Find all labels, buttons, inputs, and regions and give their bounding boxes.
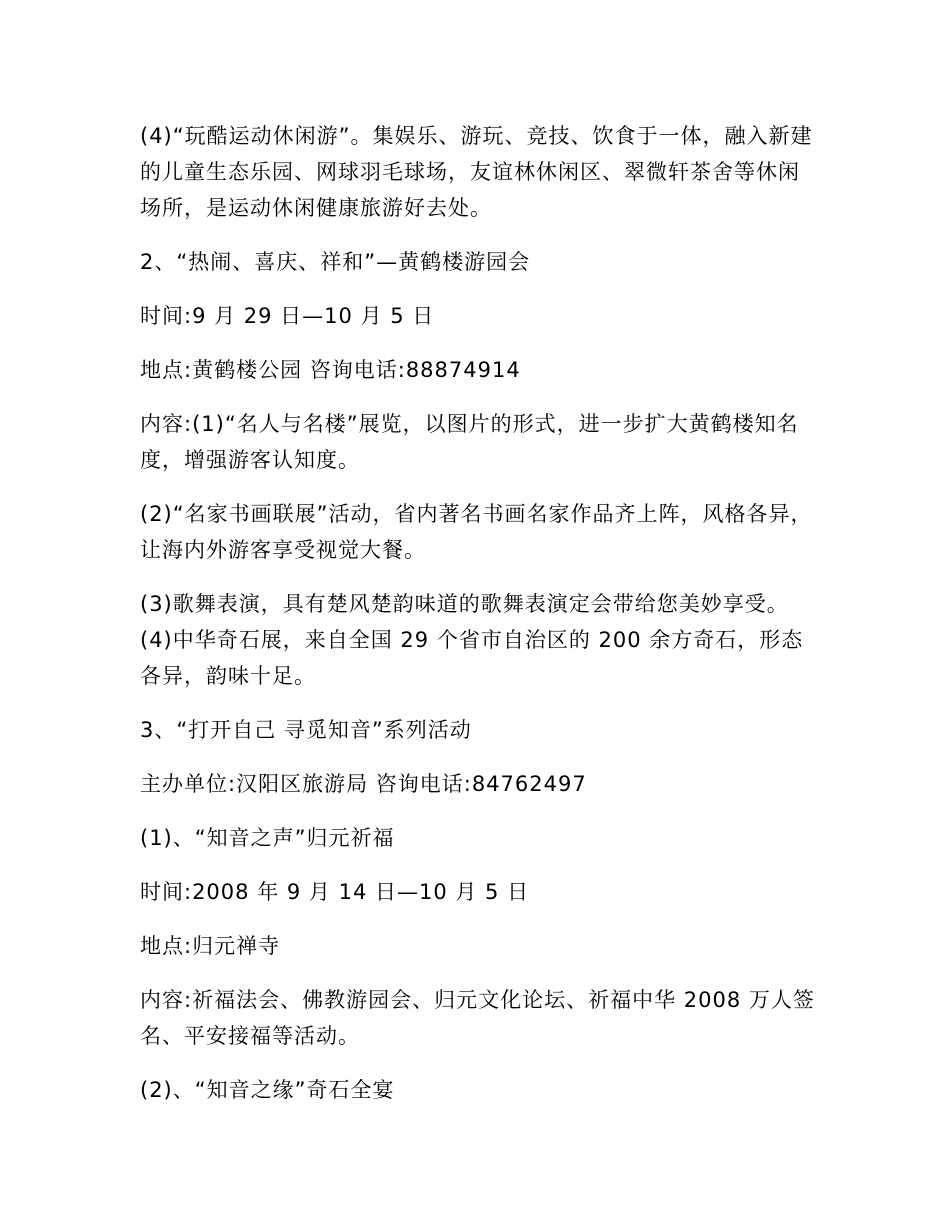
document-body: [140, 118, 820, 1126]
section-heading-yellow-crane-tower-fair: 2、“热闹、喜庆、祥和”—黄鹤楼游园会: [140, 250, 531, 274]
organizer-phone: 主办单位:汉阳区旅游局 咨询电话:84762497: [140, 772, 587, 796]
section-heading-zhiyin-series: 3、“打开自己 寻觅知音”系列活动: [140, 718, 472, 742]
blessing-content: 内容:祈福法会、佛教游园会、归元文化论坛、祈福中华 2008 万人签名、平安接福等活动。: [140, 988, 815, 1048]
fair-content-item-1: 内容:(1)“名人与名楼”展览，以图片的形式，进一步扩大黄鹤楼知名度，增强游客认知度。: [140, 412, 799, 472]
fair-content-item-2: (2)“名家书画联展”活动，省内著名书画名家作品齐上阵，风格各异，让海内外游客享受视觉大餐。: [140, 502, 813, 562]
blessing-location: 地点:归元禅寺: [140, 934, 281, 958]
paragraph-item-4-sports-leisure: (4)“玩酷运动休闲游”。集娱乐、游玩、竞技、饮食于一体，融入新建的儿童生态乐园、网球羽毛球场，友谊林休闲区、翠微轩茶舍等休闲场所，是运动休闲健康旅游好去处。: [140, 124, 813, 220]
blessing-time: 时间:2008 年 9 月 14 日—10 月 5 日: [140, 880, 530, 904]
subsection-heading-zhiyin-voice: (1)、“知音之声”归元祈福: [140, 826, 395, 850]
fair-content-item-3-4: (3)歌舞表演，具有楚风楚韵味道的歌舞表演定会带给您美妙享受。 (4)中华奇石展，来自全国 29 个省市自治区的 200 余方奇石，形态各异，韵味十足。: [140, 592, 804, 688]
fair-time: 时间:9 月 29 日—10 月 5 日: [140, 304, 435, 328]
fair-location-phone: 地点:黄鹤楼公园 咨询电话:88874914: [140, 358, 521, 382]
subsection-heading-zhiyin-stone-feast: (2)、“知音之缘”奇石全宴: [140, 1078, 395, 1102]
